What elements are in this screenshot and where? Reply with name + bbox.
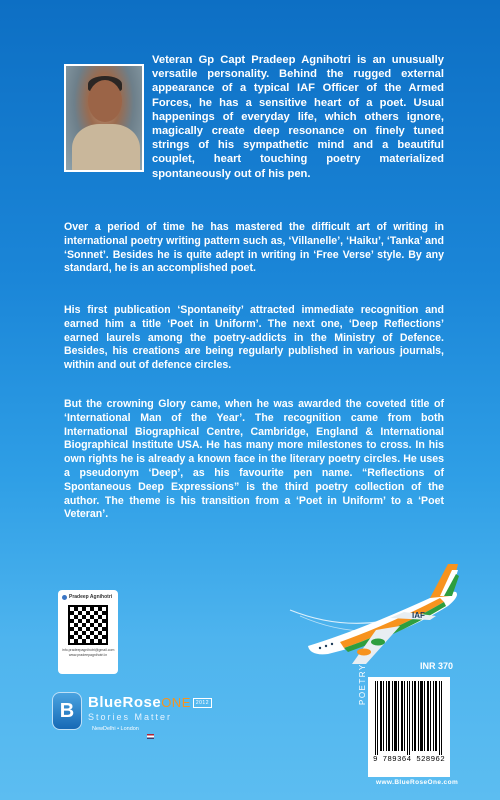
isbn-number: 9 789364 528962 xyxy=(372,756,445,764)
publisher-name-main: BlueRose xyxy=(88,694,162,711)
paragraph-poetry-forms: Over a period of time he has mastered the difficult art of writing in international poetry writing pattern such as, ‘Villanelle’, ‘Haiku’, ‘Tanka’ and ‘Sonnet’. Besides he is quite adept in writing in ‘Free Verse’ style. By any standard, he is an accomplished poet. xyxy=(64,221,444,275)
uk-flag-icon xyxy=(147,734,154,739)
publisher-tagline: Stories Matter xyxy=(88,712,173,722)
paragraph-recognition: But the crowning Glory came, when he was awarded the coveted title of ‘International Man of the Year’. The recognition came from both International Biographical Centre, Cambridge, England & International Biographical Institute USA. He has many more milestones to cross. In his own rights he is already a known face in the literary poetry circles. He uses a pseudonym ‘Deep’, as his favourite pen name. “Reflections of Spontaneous Deep Expressions” is the third poetry collection of the author. The theme is his transition from a ‘Poet in Uniform’ to a ‘Poet Veteran’. xyxy=(64,398,444,521)
qr-card-line2: www.pradeepagnihotri.in xyxy=(68,653,108,657)
publisher-logo-icon: B xyxy=(52,692,82,730)
qr-code xyxy=(68,605,108,645)
publisher-name xyxy=(88,694,212,711)
paragraph-publications: His first publication ‘Spontaneity’ attracted immediate recognition and earned him a title ‘Poet in Uniform’. The next one, ‘Deep Reflections’ earned laurels among the poetry-addicts in the Ministry of Defence. Besides, his creations are being regularly published in various journals, within and out of defence circles. xyxy=(64,304,444,372)
publisher-since: 2012 xyxy=(193,698,212,708)
airplane-illustration xyxy=(280,560,470,670)
author-photo xyxy=(64,64,144,172)
publisher-cities: NewDelhi • London xyxy=(92,726,139,732)
publisher-name-accent: ONE xyxy=(161,695,191,710)
qr-card xyxy=(58,590,118,674)
price-label: INR 370 xyxy=(420,661,454,671)
plane-label: IAF xyxy=(412,611,425,620)
genre-label: POETRY xyxy=(358,663,367,705)
barcode-bars xyxy=(373,681,445,755)
publisher-website: www.BlueRoseOne.com xyxy=(376,779,459,786)
profile-icon xyxy=(62,595,67,600)
isbn-barcode xyxy=(368,677,450,777)
author-intro: Veteran Gp Capt Pradeep Agnihotri is an unusually versatile personality. Behind the rugged external appearance of a typical IAF Officer of the Armed Forces, he has a sensitive heart of a poet. Usual happenings of everyday life, which others ignore, magically create deep resonance on finely tuned strings of his sympathetic mind and a beautiful couplet, heart touching poetry materialized spontaneously out of his pen. xyxy=(152,54,444,180)
qr-card-line1: info.pradeepagnihotri@gmail.com xyxy=(62,648,115,652)
qr-card-name: Pradeep Agnihotri xyxy=(69,594,113,600)
